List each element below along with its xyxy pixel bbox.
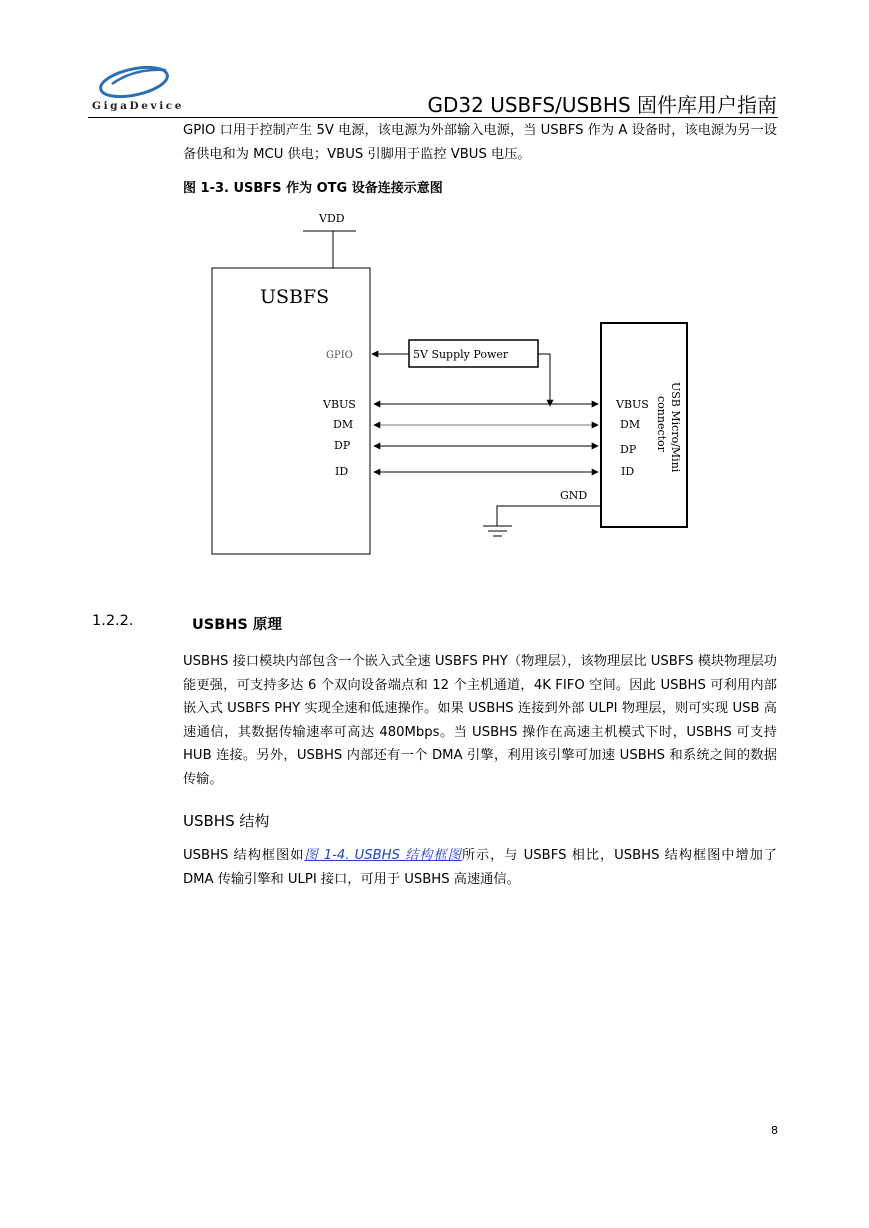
- supply-power-label: 5V Supply Power: [413, 348, 509, 361]
- figure-caption: 图 1-3. USBFS 作为 OTG 设备连接示意图: [183, 181, 443, 196]
- right-pin-dp: DP: [620, 443, 637, 456]
- structure-paragraph: [183, 844, 777, 891]
- connector-label-line2: connector: [655, 396, 668, 452]
- intro-paragraph: GPIO 口用于控制产生 5V 电源，该电源为外部输入电源，当 USBFS 作为 A 设备时，该电源为另一设备供电和为 MCU 供电；VBUS 引脚用于监控 VBUS 电压。: [183, 123, 777, 162]
- page-number: 8: [771, 1124, 778, 1137]
- connector-label-line1: USB Micro/Mini: [669, 382, 682, 473]
- otg-connection-diagram: [0, 0, 869, 600]
- header-title: GD32 USBFS/USBHS 固件库用户指南: [427, 93, 777, 117]
- usbfs-block-label: USBFS: [260, 286, 330, 308]
- left-pin-vbus: VBUS: [323, 398, 356, 411]
- section-title: USBHS 原理: [192, 617, 282, 633]
- left-pin-id: ID: [335, 465, 349, 478]
- right-pin-vbus: VBUS: [616, 398, 649, 411]
- figure-1-4-link[interactable]: 图 1-4. USBHS 结构框图: [304, 848, 462, 863]
- usbfs-block: [212, 268, 370, 554]
- gpio-pin-label: GPIO: [326, 350, 353, 361]
- supply-to-vbus-arrow: [538, 354, 550, 406]
- left-pin-dm: DM: [333, 418, 354, 431]
- section-number: 1.2.2.: [92, 613, 134, 629]
- structure-text-before: USBHS 结构框图如: [183, 848, 305, 863]
- structure-text-after: 所示，与 USBFS 相比，USBHS 结构框图中增加了 DMA 传输引擎和 ULPI 接口，可用于 USBHS 高速通信。: [183, 848, 777, 887]
- vdd-label: VDD: [319, 212, 345, 225]
- left-pin-dp: DP: [334, 439, 351, 452]
- logo-text: GigaDevice: [92, 100, 182, 112]
- right-pin-dm: DM: [620, 418, 641, 431]
- right-pin-id: ID: [621, 465, 635, 478]
- sub-heading: USBHS 结构: [183, 812, 270, 830]
- section-paragraph: USBHS 接口模块内部包含一个嵌入式全速 USBFS PHY（物理层），该物理层比 USBFS 模块物理层功能更强，可支持多达 6 个双向设备端点和 12 个主机通道，4K FIFO 空间。因此 USBHS 可利用内部嵌入式 USBFS PHY 实现全速和低速操作。如果 USBHS 连接到外部 ULPI 物理层，则可实现 USB 高速通信，其数据传输速率可高达 480Mbps。当 USBHS 操作在高速主机模式下时，USBHS 可支持 HUB 连接。另外，USBHS 内部还有一个 DMA 引擎，利用该引擎可加速 USBHS 和系统之间的数据传输。: [183, 654, 777, 787]
- ground-symbol-icon: [483, 526, 512, 536]
- gnd-wire: [497, 506, 601, 526]
- gnd-label: GND: [560, 489, 588, 502]
